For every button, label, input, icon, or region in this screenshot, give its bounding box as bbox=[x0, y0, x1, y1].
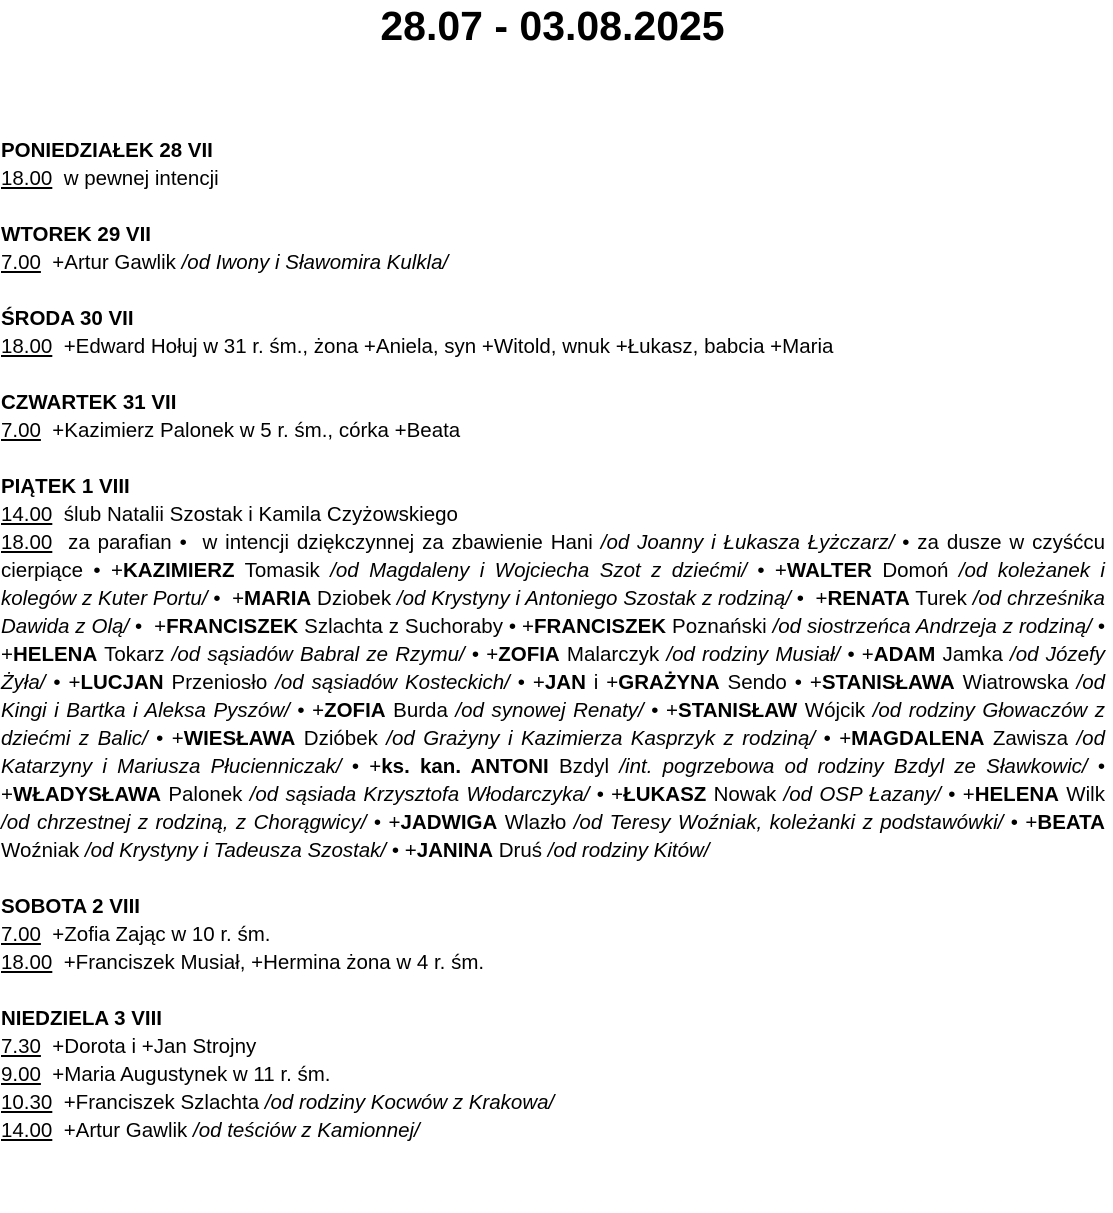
intention-note: /od Kingi i Bartka i Aleksa Pyszów/ bbox=[1, 671, 1111, 722]
intention-text: • + bbox=[790, 587, 828, 610]
intention-note: /od Teresy Woźniak, koleżanki z podstawówki/ bbox=[573, 811, 1004, 834]
deceased-name: JANINA bbox=[416, 839, 494, 862]
intention-text: Jamka bbox=[935, 643, 1011, 666]
mass-time: 7.00 bbox=[1, 923, 41, 946]
intention-note: /int. pogrzebowa od rodziny Bzdyl ze Sławkowic/ bbox=[619, 755, 1088, 778]
intention-text: Malarczyk bbox=[559, 643, 667, 666]
intention-text: +Franciszek Musiał, +Hermina żona w 4 r. śm. bbox=[52, 951, 485, 974]
deceased-name: RENATA bbox=[827, 587, 910, 610]
intention-text: • + bbox=[386, 839, 417, 862]
intention-note: /od rodziny Musiał/ bbox=[666, 643, 841, 666]
intention-note: /od Józefy Żyła/ bbox=[1, 643, 1111, 694]
day-section bbox=[1, 1005, 1105, 1145]
schedule bbox=[1, 137, 1111, 1173]
intention-text: Zawisza bbox=[984, 727, 1077, 750]
mass-entry bbox=[1, 1117, 1105, 1145]
deceased-name: STANISŁAWA bbox=[821, 671, 955, 694]
day-header: PONIEDZIAŁEK 28 VII bbox=[1, 139, 213, 162]
intention-text: Palonek bbox=[161, 783, 250, 806]
intention-text: Wilk bbox=[1058, 783, 1111, 806]
intention-text: Nowak bbox=[706, 783, 784, 806]
deceased-name: GRAŻYNA bbox=[618, 671, 720, 694]
intention-text: Turek bbox=[909, 587, 973, 610]
day-header: WTOREK 29 VII bbox=[1, 223, 151, 246]
intention-note: /od Iwony i Sławomira Kulkla/ bbox=[181, 251, 449, 274]
intention-text: +Zofia Zając w 10 r. śm. bbox=[40, 923, 271, 946]
intention-text: ślub Natalii Szostak i Kamila Czyżowskiego bbox=[52, 503, 458, 526]
intention-text: Woźniak bbox=[1, 811, 1111, 862]
intention-text: Domoń bbox=[871, 559, 959, 582]
intention-note: /od teściów z Kamionnej/ bbox=[193, 1119, 420, 1142]
intention-text: w pewnej intencji bbox=[52, 167, 219, 190]
mass-time: 14.00 bbox=[1, 1119, 53, 1142]
intention-note: /od Krystyny i Tadeusza Szostak/ bbox=[84, 839, 387, 862]
mass-time: 7.00 bbox=[1, 251, 41, 274]
intention-text: Wiatrowska bbox=[954, 671, 1077, 694]
page-title: 28.07 - 03.08.2025 bbox=[380, 3, 725, 49]
day-header: NIEDZIELA 3 VIII bbox=[1, 1007, 162, 1030]
day-section bbox=[1, 389, 1105, 445]
intention-text: • + bbox=[289, 699, 325, 722]
intention-text: +Franciszek Szlachta bbox=[52, 1091, 265, 1114]
mass-entry bbox=[1, 1033, 1105, 1061]
intention-text: • + bbox=[1, 755, 1111, 806]
intention-text: +Maria Augustynek w 11 r. śm. bbox=[40, 1063, 331, 1086]
intention-text: Szlachta z Suchoraby • + bbox=[298, 615, 534, 638]
deceased-name: HELENA bbox=[12, 643, 98, 666]
intention-note: /od rodziny Kitów/ bbox=[547, 839, 710, 862]
mass-entry bbox=[1, 949, 1105, 977]
deceased-name: ŁUKASZ bbox=[623, 783, 707, 806]
day-section bbox=[1, 473, 1111, 865]
mass-entry bbox=[1, 165, 1105, 193]
intention-text: • + bbox=[464, 643, 499, 666]
intention-text: • + bbox=[840, 643, 874, 666]
intention-note: /od sąsiada Krzysztofa Włodarczyka/ bbox=[249, 783, 590, 806]
intention-text: • za dusze w czyśćcu cierpiące • + bbox=[1, 531, 1111, 582]
intention-text: +Kazimierz Palonek w 5 r. śm., córka +Beata bbox=[40, 419, 461, 442]
mass-time: 18.00 bbox=[1, 335, 53, 358]
intention-text: Dziobek bbox=[311, 587, 397, 610]
intention-note: /od chrześnika Dawida z Olą/ bbox=[1, 587, 1111, 638]
intention-note: /od Magdaleny i Wojciecha Szot z dziećmi/ bbox=[330, 559, 747, 582]
intention-text: • + bbox=[341, 755, 382, 778]
deceased-name: ks. kan. ANTONI bbox=[381, 755, 549, 778]
day-section bbox=[1, 305, 1105, 361]
deceased-name: ADAM bbox=[873, 643, 936, 666]
day-header: PIĄTEK 1 VIII bbox=[1, 475, 130, 498]
deceased-name: STANISŁAW bbox=[678, 699, 798, 722]
intention-text: • + bbox=[1, 615, 1111, 666]
intention-text: • + bbox=[45, 671, 81, 694]
day-header: CZWARTEK 31 VII bbox=[1, 391, 177, 414]
intention-text: Wójcik bbox=[797, 699, 873, 722]
intention-text: • + bbox=[207, 587, 245, 610]
mass-entry bbox=[1, 501, 1105, 529]
mass-entry bbox=[1, 249, 1105, 277]
deceased-name: FRANCISZEK bbox=[533, 615, 667, 638]
deceased-name: JADWIGA bbox=[400, 811, 498, 834]
intention-text: Druś bbox=[493, 839, 548, 862]
intention-note: /od koleżanek i kolegów z Kuter Portu/ bbox=[1, 559, 1111, 610]
mass-time: 18.00 bbox=[1, 951, 53, 974]
mass-time: 7.30 bbox=[1, 1035, 41, 1058]
intention-text: Przeniosło bbox=[163, 671, 276, 694]
deceased-name: WŁADYSŁAWA bbox=[12, 783, 162, 806]
mass-time: 18.00 bbox=[1, 167, 53, 190]
intention-note: /od sąsiadów Kosteckich/ bbox=[275, 671, 510, 694]
intention-text: Wlazło bbox=[497, 811, 574, 834]
intention-text: • + bbox=[940, 783, 975, 806]
intention-note: /od rodziny Kocwów z Krakowa/ bbox=[264, 1091, 555, 1114]
intention-note: /od Grażyny i Kazimierza Kasprzyk z rodziną/ bbox=[386, 727, 816, 750]
intention-text: • + bbox=[366, 811, 401, 834]
intention-text: Burda bbox=[385, 699, 456, 722]
intention-note: /od siostrzeńca Andrzeja z rodziną/ bbox=[772, 615, 1092, 638]
mass-time: 10.30 bbox=[1, 1091, 53, 1114]
mass-entry bbox=[1, 1061, 1105, 1089]
deceased-name: FRANCISZEK bbox=[166, 615, 299, 638]
day-header: SOBOTA 2 VIII bbox=[1, 895, 140, 918]
deceased-name: JAN bbox=[544, 671, 586, 694]
mass-entry bbox=[1, 921, 1105, 949]
mass-time: 18.00 bbox=[1, 531, 53, 554]
deceased-name: LUCJAN bbox=[80, 671, 164, 694]
mass-time: 14.00 bbox=[1, 503, 53, 526]
deceased-name: WIESŁAWA bbox=[183, 727, 296, 750]
intention-note: /od synowej Renaty/ bbox=[455, 699, 644, 722]
intention-text: +Edward Hołuj w 31 r. śm., żona +Aniela, syn +Witold, wnuk +Łukasz, babcia +Maria bbox=[52, 335, 834, 358]
intention-text: Bzdyl bbox=[548, 755, 620, 778]
mass-entry bbox=[1, 417, 1105, 445]
intention-text: za parafian • w intencji dziękczynnej za zbawienie Hani bbox=[52, 531, 601, 554]
day-section bbox=[1, 137, 1105, 193]
deceased-name: ZOFIA bbox=[498, 643, 560, 666]
deceased-name: HELENA bbox=[974, 783, 1059, 806]
mass-time: 7.00 bbox=[1, 419, 41, 442]
intention-note: /od OSP Łazany/ bbox=[783, 783, 941, 806]
intention-text: • + bbox=[129, 615, 167, 638]
intention-text: • + bbox=[509, 671, 545, 694]
day-section bbox=[1, 221, 1105, 277]
mass-entry bbox=[1, 529, 1111, 865]
intention-text: • + bbox=[815, 727, 852, 750]
intention-note: /od Krystyny i Antoniego Szostak z rodziną/ bbox=[396, 587, 791, 610]
mass-entry bbox=[1, 333, 1105, 361]
intention-text: +Artur Gawlik bbox=[52, 1119, 193, 1142]
deceased-name: BEATA bbox=[1037, 811, 1105, 834]
deceased-name: WALTER bbox=[786, 559, 872, 582]
intention-text: • + bbox=[589, 783, 624, 806]
intention-note: /od chrzestnej z rodziną, z Chorągwicy/ bbox=[1, 811, 367, 834]
intention-text: Poznański bbox=[666, 615, 773, 638]
deceased-name: ZOFIA bbox=[324, 699, 386, 722]
intention-text: • + bbox=[1003, 811, 1038, 834]
intention-text: Tokarz bbox=[97, 643, 172, 666]
mass-entry bbox=[1, 1089, 1105, 1117]
intention-text: • + bbox=[147, 727, 184, 750]
intention-note: /od Joanny i Łukasza Łyżczarz/ bbox=[600, 531, 895, 554]
deceased-name: KAZIMIERZ bbox=[122, 559, 235, 582]
day-header: ŚRODA 30 VII bbox=[1, 307, 134, 330]
deceased-name: MARIA bbox=[244, 587, 312, 610]
intention-text: • + bbox=[746, 559, 787, 582]
intention-text: i + bbox=[585, 671, 619, 694]
intention-text: +Dorota i +Jan Strojny bbox=[40, 1035, 257, 1058]
intention-text: • + bbox=[643, 699, 679, 722]
deceased-name: MAGDALENA bbox=[851, 727, 985, 750]
intention-text: Sendo • + bbox=[719, 671, 822, 694]
day-section bbox=[1, 893, 1105, 977]
intention-note: /od sąsiadów Babral ze Rzymu/ bbox=[171, 643, 465, 666]
intention-text: Dzióbek bbox=[295, 727, 387, 750]
intention-text: +Artur Gawlik bbox=[40, 251, 182, 274]
intention-note: /od Katarzyny i Mariusza Płucienniczak/ bbox=[1, 727, 1111, 778]
mass-time: 9.00 bbox=[1, 1063, 41, 1086]
intention-text: Tomasik bbox=[234, 559, 331, 582]
intention-note: /od rodziny Głowaczów z dziećmi z Balic/ bbox=[1, 699, 1111, 750]
